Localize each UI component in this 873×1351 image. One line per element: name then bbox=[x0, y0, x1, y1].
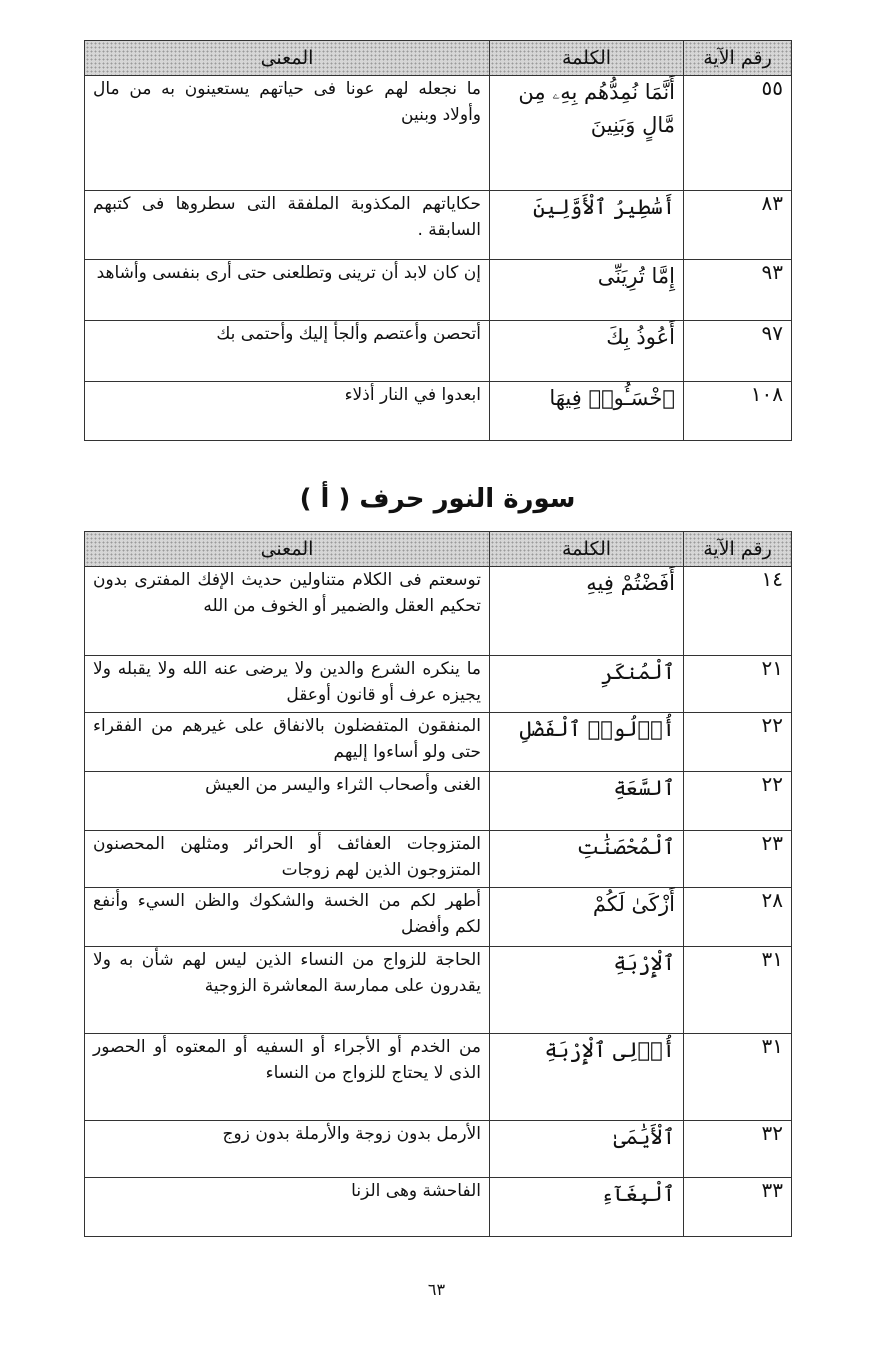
word-meaning: المنفقون المتفضلون بالانفاق على غيرهم من الفقراء حتى ولو أساءوا إليهم bbox=[85, 713, 490, 772]
quran-word: ٱلْمُنكَرِ bbox=[490, 656, 684, 713]
verse-number: ٢١ bbox=[684, 656, 792, 713]
table-row bbox=[85, 713, 792, 772]
verse-number: ٣١ bbox=[684, 1034, 792, 1121]
quran-word: أَفَضْتُمْ فِيهِ bbox=[490, 567, 684, 656]
quran-word: ٱلْإِرْبَةِ bbox=[490, 947, 684, 1034]
quran-word: أُو۟لِى ٱلْإِرْبَةِ bbox=[490, 1034, 684, 1121]
verse-number: ٩٣ bbox=[684, 260, 792, 321]
quran-word: ٱلْمُحْصَنَٰتِ bbox=[490, 831, 684, 888]
verse-number: ٣٣ bbox=[684, 1178, 792, 1237]
table-row bbox=[85, 1034, 792, 1121]
header-verse-number: رقم الآية bbox=[684, 532, 792, 567]
table-row bbox=[85, 76, 792, 191]
quran-word: أَسَٰطِيرُ ٱلْأَوَّلِينَ bbox=[490, 191, 684, 260]
header-word: الكلمة bbox=[490, 41, 684, 76]
verse-number: ٩٧ bbox=[684, 321, 792, 382]
table-row bbox=[85, 831, 792, 888]
table-row bbox=[85, 947, 792, 1034]
word-meaning: إن كان لابد أن ترينى وتطلعنى حتى أرى بنفسى وأشاهد bbox=[85, 260, 490, 321]
verse-number: ١٠٨ bbox=[684, 382, 792, 441]
word-meaning: الحاجة للزواج من النساء الذين ليس لهم شأن به ولا يقدرون على ممارسة المعاشرة الزوجية bbox=[85, 947, 490, 1034]
table-row bbox=[85, 888, 792, 947]
quran-word: ٱلْبِغَآءِ bbox=[490, 1178, 684, 1237]
header-word: الكلمة bbox=[490, 532, 684, 567]
table-header-row bbox=[85, 41, 792, 76]
word-meaning: الأرمل بدون زوجة والأرملة بدون زوج bbox=[85, 1121, 490, 1178]
verse-number: ٨٣ bbox=[684, 191, 792, 260]
word-meaning: أتحصن وأعتصم وألجأ إليك وأحتمى بك bbox=[85, 321, 490, 382]
word-meaning: ما ينكره الشرع والدين ولا يرضى عنه الله ولا يقبله ولا يجيزه عرف أو قانون أوعقل bbox=[85, 656, 490, 713]
quran-word: أَعُوذُ بِكَ bbox=[490, 321, 684, 382]
quran-word: ٱلسَّعَةِ bbox=[490, 772, 684, 831]
header-meaning: المعنى bbox=[85, 41, 490, 76]
verse-number: ١٤ bbox=[684, 567, 792, 656]
word-meaning: أطهر لكم من الخسة والشكوك والظن السيء وأنفع لكم وأفضل bbox=[85, 888, 490, 947]
table-row bbox=[85, 1178, 792, 1237]
word-meaning: المتزوجات العفائف أو الحرائر ومثلهن المحصنون المتزوجون الذين لهم زوجات bbox=[85, 831, 490, 888]
header-meaning: المعنى bbox=[85, 532, 490, 567]
header-verse-number: رقم الآية bbox=[684, 41, 792, 76]
page-number: ٦٣ bbox=[427, 1280, 446, 1299]
word-meaning: الفاحشة وهى الزنا bbox=[85, 1178, 490, 1237]
table-row bbox=[85, 260, 792, 321]
table-row bbox=[85, 382, 792, 441]
table-row bbox=[85, 191, 792, 260]
quran-word: أُو۟لُوا۟ ٱلْفَضْلِ bbox=[490, 713, 684, 772]
table-row bbox=[85, 321, 792, 382]
quran-word: ٱلْأَيَٰمَىٰ bbox=[490, 1121, 684, 1178]
word-meaning: حكاياتهم المكذوبة الملفقة التى سطروها فى كتبهم السابقة . bbox=[85, 191, 490, 260]
verse-number: ٢٢ bbox=[684, 772, 792, 831]
table-row bbox=[85, 656, 792, 713]
quran-word: إِمَّا تُرِيَنِّى bbox=[490, 260, 684, 321]
word-meaning: الغنى وأصحاب الثراء واليسر من العيش bbox=[85, 772, 490, 831]
verse-number: ٣٢ bbox=[684, 1121, 792, 1178]
table-header-row bbox=[85, 532, 792, 567]
word-meaning: توسعتم فى الكلام متناولين حديث الإفك المفترى بدون تحكيم العقل والضمير أو الخوف من الله bbox=[85, 567, 490, 656]
verse-number: ٢٨ bbox=[684, 888, 792, 947]
table-row bbox=[85, 772, 792, 831]
quran-word: أَزْكَىٰ لَكُمْ bbox=[490, 888, 684, 947]
word-meaning: ما نجعله لهم عونا فى حياتهم يستعينون به من مال وأولاد وبنين bbox=[85, 76, 490, 191]
quran-word: ٱخْسَـُٔوا۟ فِيهَا bbox=[490, 382, 684, 441]
verse-number: ٢٣ bbox=[684, 831, 792, 888]
quran-word: أَنَّمَا نُمِدُّهُم بِهِۦ مِن مَّالٍ وَبَنِينَ bbox=[490, 76, 684, 191]
table-row bbox=[85, 567, 792, 656]
surah-title: سورة النور حرف ( أ ) bbox=[299, 484, 576, 514]
table-row bbox=[85, 1121, 792, 1178]
glossary-table-1 bbox=[84, 40, 792, 441]
verse-number: ٣١ bbox=[684, 947, 792, 1034]
verse-number: ٢٢ bbox=[684, 713, 792, 772]
glossary-table-2 bbox=[84, 531, 792, 1237]
word-meaning: ابعدوا في النار أذلاء bbox=[85, 382, 490, 441]
word-meaning: من الخدم أو الأجراء أو السفيه أو المعتوه أو الحصور الذى لا يحتاج للزواج من النساء bbox=[85, 1034, 490, 1121]
verse-number: ٥٥ bbox=[684, 76, 792, 191]
